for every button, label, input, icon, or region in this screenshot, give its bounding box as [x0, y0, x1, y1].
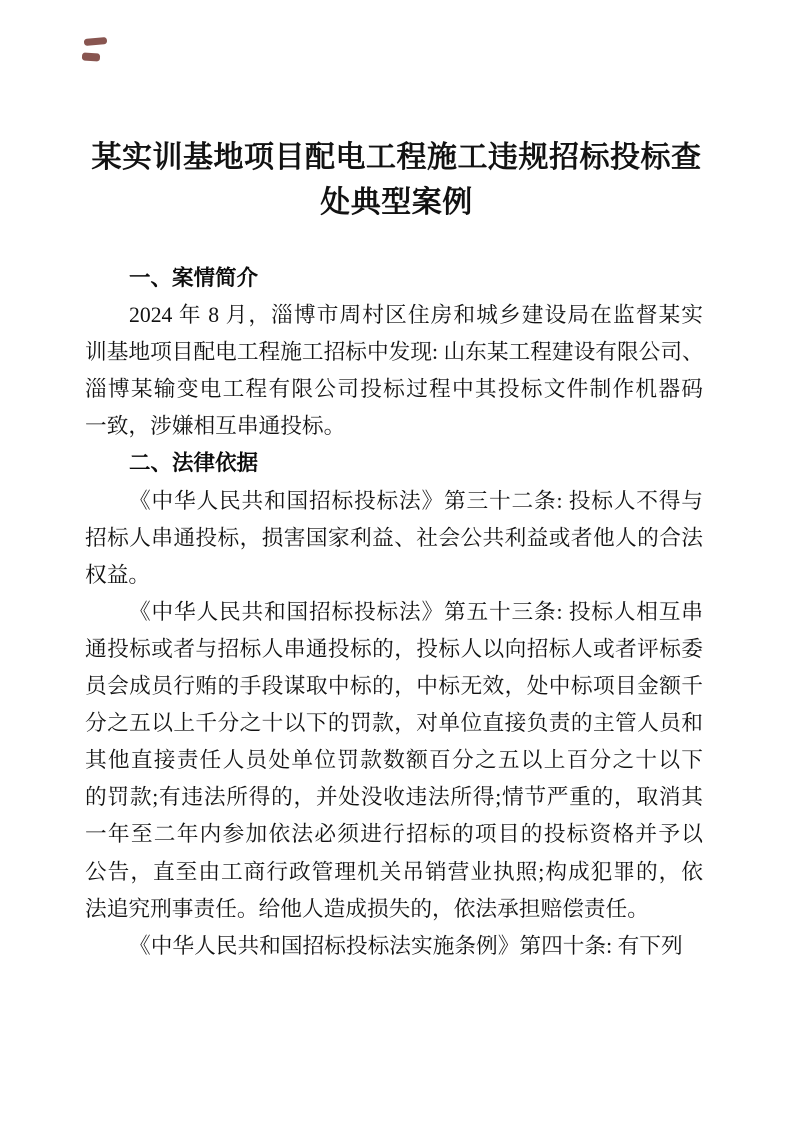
section-heading-legal-basis: 二、法律依据 — [129, 451, 259, 476]
text-line: 权益。 — [85, 562, 151, 587]
paragraph — [85, 594, 703, 928]
paragraph — [85, 928, 703, 965]
text-line: 训基地项目配电工程施工招标中发现: 山东某工程建设有限公司、 — [85, 340, 704, 365]
section-heading-case-summary: 一、案情简介 — [129, 266, 259, 290]
text-line: 淄博某输变电工程有限公司投标过程中其投标文件制作机器码 — [85, 377, 703, 402]
text-line: 分之五以上千分之十以下的罚款，对单位直接负责的主管人员和 — [85, 711, 703, 736]
ink-stain-mark — [82, 52, 101, 61]
text-line: 的罚款;有违法所得的，并处没收违法所得;情节严重的，取消其 — [85, 785, 703, 810]
text-line: 一年至二年内参加依法必须进行招标的项目的投标资格并予以 — [85, 822, 703, 847]
text-line: 《中华人民共和国招标投标法实施条例》第四十条: 有下列 — [129, 933, 683, 958]
text-line: 《中华人民共和国招标投标法》第三十二条: 投标人不得与 — [129, 488, 703, 513]
text-line: 通投标或者与招标人串通投标的，投标人以向招标人或者评标委 — [85, 636, 703, 661]
title-line: 处典型案例 — [320, 186, 473, 219]
text-line: 2024 年 8 月，淄博市周村区住房和城乡建设局在监督某实 — [129, 303, 703, 328]
document-body — [0, 260, 793, 965]
paragraph — [85, 297, 703, 445]
text-line: 一致，涉嫌相互串通投标。 — [85, 414, 346, 439]
text-line: 公告，直至由工商行政管理机关吊销营业执照;构成犯罪的，依 — [85, 859, 703, 884]
text-line: 《中华人民共和国招标投标法》第五十三条: 投标人相互串 — [129, 599, 703, 624]
text-line: 招标人串通投标，损害国家利益、社会公共利益或者他人的合法 — [85, 525, 703, 550]
text-line: 其他直接责任人员处单位罚款数额百分之五以上百分之十以下 — [85, 748, 703, 773]
text-line: 员会成员行贿的手段谋取中标的，中标无效，处中标项目金额千 — [85, 674, 703, 699]
title-line: 某实训基地项目配电工程施工违规招标投标查 — [91, 141, 702, 174]
ink-stain-mark — [84, 37, 108, 46]
paragraph — [85, 483, 703, 594]
text-line: 法追究刑事责任。给他人造成损失的，依法承担赔偿责任。 — [85, 896, 649, 921]
document-title — [0, 135, 793, 225]
